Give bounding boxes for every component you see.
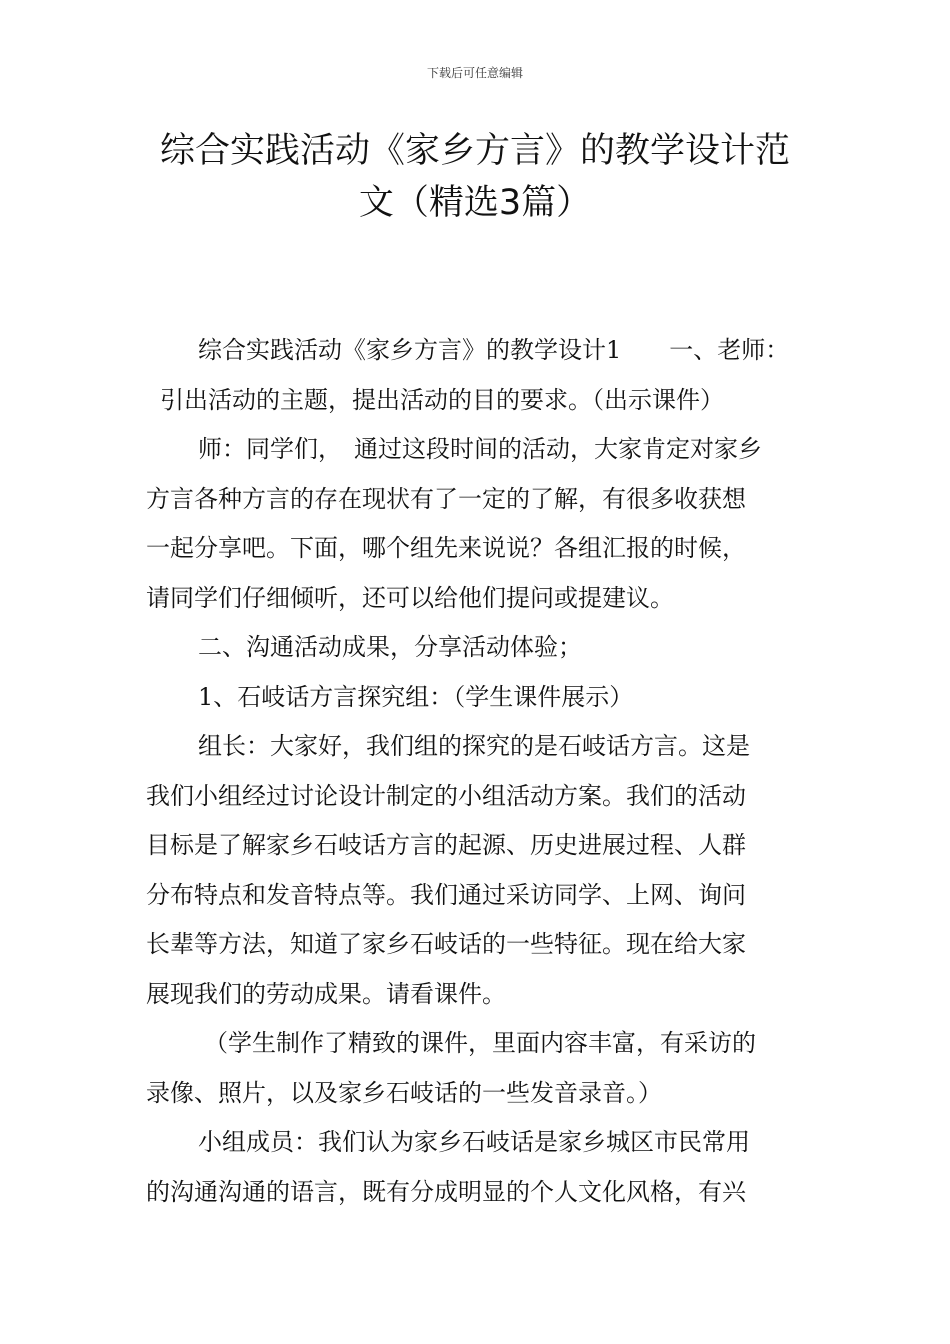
paragraph-line: 一起分享吧。下面，哪个组先来说说？各组汇报的时候，: [146, 534, 746, 562]
paragraph-line: 我们小组经过讨论设计制定的小组活动方案。我们的活动: [146, 781, 746, 810]
paragraph-line: 的沟通沟通的语言，既有分成明显的个人文化风格，有兴: [146, 1177, 746, 1206]
paragraph-line: 目标是了解家乡石岐话方言的起源、历史进展过程、人群: [146, 831, 746, 859]
document-body: [146, 326, 816, 1217]
paragraph-line: 师：同学们， 通过这段时间的活动，大家肯定对家乡: [198, 435, 762, 463]
paragraph-line: （学生制作了精致的课件，里面内容丰富，有采访的: [204, 1029, 756, 1057]
document-title: [120, 125, 830, 229]
paragraph-line: 长辈等方法，知道了家乡石岐话的一些特征。现在给大家: [146, 930, 746, 958]
paragraph-line: 引出活动的主题，提出活动的目的要求。（出示课件）: [160, 385, 724, 414]
paragraph-line: 综合实践活动《家乡方言》的教学设计1 一、老师：: [198, 336, 790, 364]
paragraph-line: 方言各种方言的存在现状有了一定的了解，有很多收获想: [146, 484, 746, 513]
paragraph-line: 小组成员：我们认为家乡石岐话是家乡城区市民常用: [198, 1128, 750, 1156]
paragraph-line: 展现我们的劳动成果。请看课件。: [146, 979, 506, 1008]
page-header-note: 下载后可任意编辑: [426, 66, 523, 80]
title-line-2: 文（精选3篇）: [358, 183, 592, 223]
paragraph-line: 录像、照片，以及家乡石岐话的一些发音录音。）: [146, 1078, 662, 1107]
paragraph-line: 1、石岐话方言探究组：（学生课件展示）: [198, 682, 634, 711]
title-line-1: 综合实践活动《家乡方言》的教学设计范: [159, 131, 790, 171]
paragraph-line: 请同学们仔细倾听，还可以给他们提问或提建议。: [146, 583, 674, 612]
paragraph-line: 组长：大家好，我们组的探究的是石岐话方言。这是: [198, 732, 750, 760]
paragraph-line: 二、沟通活动成果，分享活动体验；: [198, 633, 582, 661]
paragraph-line: 分布特点和发音特点等。我们通过采访同学、上网、询问: [146, 880, 746, 909]
